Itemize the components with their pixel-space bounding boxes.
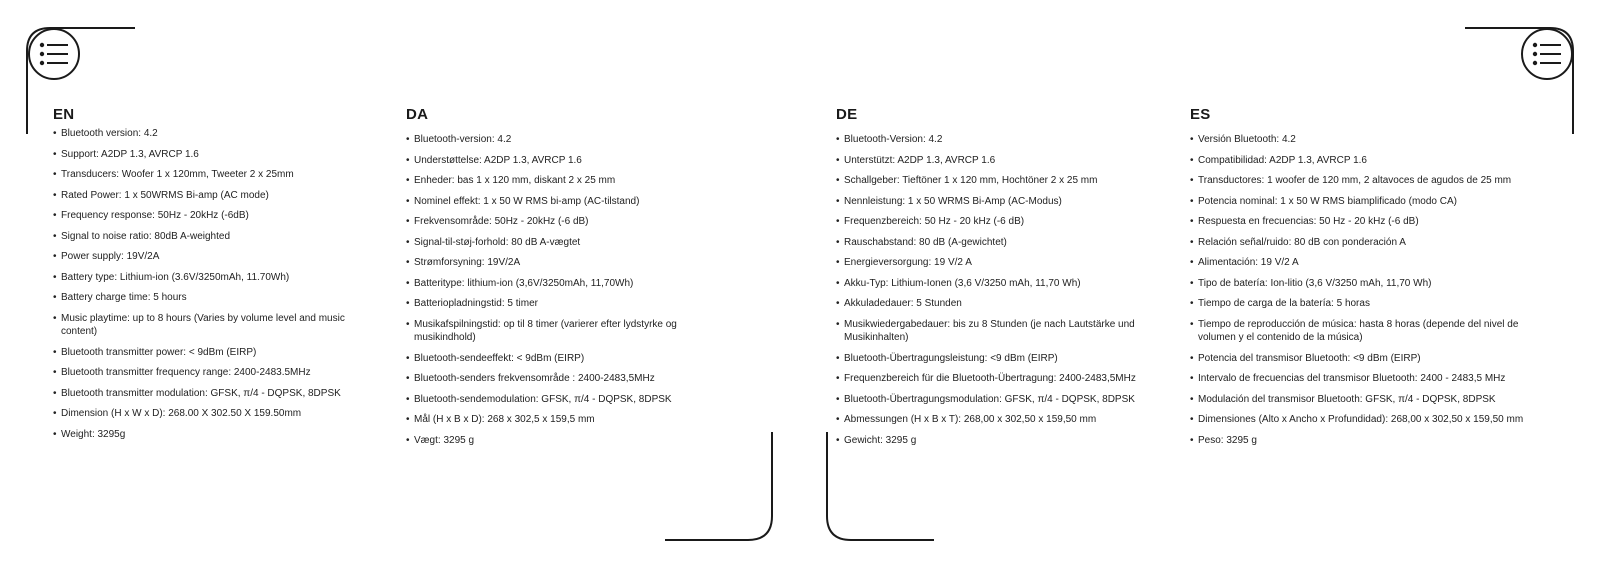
spec-list-item: • Potencia nominal: 1 x 50 W RMS biamplificado (modo CA): [1190, 195, 1530, 209]
spec-list-item: • Unterstützt: A2DP 1.3, AVRCP 1.6: [836, 154, 1166, 168]
spec-list-item: • Akkuladedauer: 5 Stunden: [836, 297, 1166, 311]
section-de: [836, 106, 1166, 454]
spec-list-item: • Musikafspilningstid: op til 8 timer (varierer efter lydstyrke og musikindhold): [406, 318, 706, 345]
spec-list-item: • Bluetooth-sendemodulation: GFSK, π/4 - DQPSK, 8DPSK: [406, 393, 706, 407]
list-icon: [1532, 42, 1562, 66]
spec-list-item: • Modulación del transmisor Bluetooth: GFSK, π/4 - DQPSK, 8DPSK: [1190, 393, 1530, 407]
spec-list-item: • Alimentación: 19 V/2 A: [1190, 256, 1530, 270]
spec-list-item: • Tipo de batería: Ion-litio (3,6 V/3250 mAh, 11,70 Wh): [1190, 277, 1530, 291]
spec-list-item: • Rated Power: 1 x 50WRMS Bi-amp (AC mode): [53, 189, 371, 203]
spec-list-item: • Music playtime: up to 8 hours (Varies by volume level and music content): [53, 312, 371, 339]
spec-list-item: • Enheder: bas 1 x 120 mm, diskant 2 x 25 mm: [406, 174, 706, 188]
spec-list-item: • Tiempo de carga de la batería: 5 horas: [1190, 297, 1530, 311]
spec-list-item: • Schallgeber: Tieftöner 1 x 120 mm, Hochtöner 2 x 25 mm: [836, 174, 1166, 188]
spec-list-item: • Signal-til-støj-forhold: 80 dB A-vægtet: [406, 236, 706, 250]
spec-list-item: • Mål (H x B x D): 268 x 302,5 x 159,5 mm: [406, 413, 706, 427]
spec-list-item: • Battery charge time: 5 hours: [53, 291, 371, 305]
spec-list-item: • Bluetooth-sendeeffekt: < 9dBm (EIRP): [406, 352, 706, 366]
language-heading: EN: [53, 106, 75, 123]
spec-list-item: • Support: A2DP 1.3, AVRCP 1.6: [53, 148, 371, 162]
spec-list-item: • Intervalo de frecuencias del transmisor Bluetooth: 2400 - 2483,5 MHz: [1190, 372, 1530, 386]
spec-list-item: • Bluetooth transmitter frequency range: 2400-2483.5MHz: [53, 366, 371, 380]
spec-list-item: • Dimensiones (Alto x Ancho x Profundidad): 268,00 x 302,50 x 159,50 mm: [1190, 413, 1530, 427]
spec-list-item: • Understøttelse: A2DP 1.3, AVRCP 1.6: [406, 154, 706, 168]
spec-list-item: • Bluetooth-senders frekvensområde : 2400-2483,5MHz: [406, 372, 706, 386]
spec-list-item: • Versión Bluetooth: 4.2: [1190, 133, 1530, 147]
spec-list-item: • Batteriopladningstid: 5 timer: [406, 297, 706, 311]
spec-list-item: • Nominel effekt: 1 x 50 W RMS bi-amp (AC-tilstand): [406, 195, 706, 209]
spec-list-item: • Peso: 3295 g: [1190, 434, 1530, 448]
spec-list-item: • Compatibilidad: A2DP 1.3, AVRCP 1.6: [1190, 154, 1530, 168]
spec-list-item: • Dimension (H x W x D): 268.00 X 302.50 X 159.50mm: [53, 407, 371, 421]
spec-list-item: • Respuesta en frecuencias: 50 Hz - 20 kHz (-6 dB): [1190, 215, 1530, 229]
language-heading: ES: [1190, 106, 1211, 123]
spec-list-item: • Frequenzbereich für die Bluetooth-Übertragung: 2400-2483,5MHz: [836, 372, 1166, 386]
menu-button-right[interactable]: [1521, 28, 1573, 80]
spec-list: [836, 133, 1166, 447]
spec-list-item: • Potencia del transmisor Bluetooth: <9 dBm (EIRP): [1190, 352, 1530, 366]
spec-list-item: • Battery type: Lithium-ion (3.6V/3250mAh, 11.70Wh): [53, 271, 371, 285]
spec-list-item: • Bluetooth-version: 4.2: [406, 133, 706, 147]
spec-list-item: • Strømforsyning: 19V/2A: [406, 256, 706, 270]
spec-list-item: • Bluetooth-Übertragungsmodulation: GFSK, π/4 - DQPSK, 8DPSK: [836, 393, 1166, 407]
language-heading: DA: [406, 106, 429, 123]
spec-list-item: • Transducers: Woofer 1 x 120mm, Tweeter 2 x 25mm: [53, 168, 371, 182]
menu-button-left[interactable]: [28, 28, 80, 80]
spec-list-item: • Abmessungen (H x B x T): 268,00 x 302,50 x 159,50 mm: [836, 413, 1166, 427]
spec-list-item: • Signal to noise ratio: 80dB A-weighted: [53, 230, 371, 244]
spec-list-item: • Transductores: 1 woofer de 120 mm, 2 altavoces de agudos de 25 mm: [1190, 174, 1530, 188]
spec-list-item: • Bluetooth transmitter modulation: GFSK, π/4 - DQPSK, 8DPSK: [53, 387, 371, 401]
spec-list-item: • Vægt: 3295 g: [406, 434, 706, 448]
spec-list-item: • Bluetooth transmitter power: < 9dBm (EIRP): [53, 346, 371, 360]
spec-list-item: • Frequency response: 50Hz - 20kHz (-6dB): [53, 209, 371, 223]
spec-list-item: • Gewicht: 3295 g: [836, 434, 1166, 448]
spec-list-item: • Rauschabstand: 80 dB (A-gewichtet): [836, 236, 1166, 250]
spec-list-item: • Batteritype: lithium-ion (3,6V/3250mAh, 11,70Wh): [406, 277, 706, 291]
spec-list-item: • Nennleistung: 1 x 50 WRMS Bi-Amp (AC-Modus): [836, 195, 1166, 209]
list-icon: [39, 42, 69, 66]
spec-list-item: • Bluetooth-Übertragungsleistung: <9 dBm (EIRP): [836, 352, 1166, 366]
spec-list: [53, 127, 371, 441]
spec-list-item: • Frekvensområde: 50Hz - 20kHz (-6 dB): [406, 215, 706, 229]
spec-list: [1190, 133, 1530, 447]
spec-list-item: • Tiempo de reproducción de música: hasta 8 horas (depende del nivel de volumen y el contenido de la música): [1190, 318, 1530, 345]
spec-list-item: • Weight: 3295g: [53, 428, 371, 442]
spec-list-item: • Akku-Typ: Lithium-Ionen (3,6 V/3250 mAh, 11,70 Wh): [836, 277, 1166, 291]
spec-list-item: • Bluetooth version: 4.2: [53, 127, 371, 141]
spec-list-item: • Bluetooth-Version: 4.2: [836, 133, 1166, 147]
spec-list-item: • Relación señal/ruido: 80 dB con ponderación A: [1190, 236, 1530, 250]
spec-list: [406, 133, 706, 447]
spec-list-item: • Power supply: 19V/2A: [53, 250, 371, 264]
spec-list-item: • Energieversorgung: 19 V/2 A: [836, 256, 1166, 270]
section-da: [406, 106, 706, 454]
language-heading: DE: [836, 106, 858, 123]
section-es: [1190, 106, 1530, 454]
spec-list-item: • Frequenzbereich: 50 Hz - 20 kHz (-6 dB): [836, 215, 1166, 229]
spec-list-item: • Musikwiedergabedauer: bis zu 8 Stunden (je nach Lautstärke und Musikinhalten): [836, 318, 1166, 345]
section-en: [53, 106, 371, 448]
